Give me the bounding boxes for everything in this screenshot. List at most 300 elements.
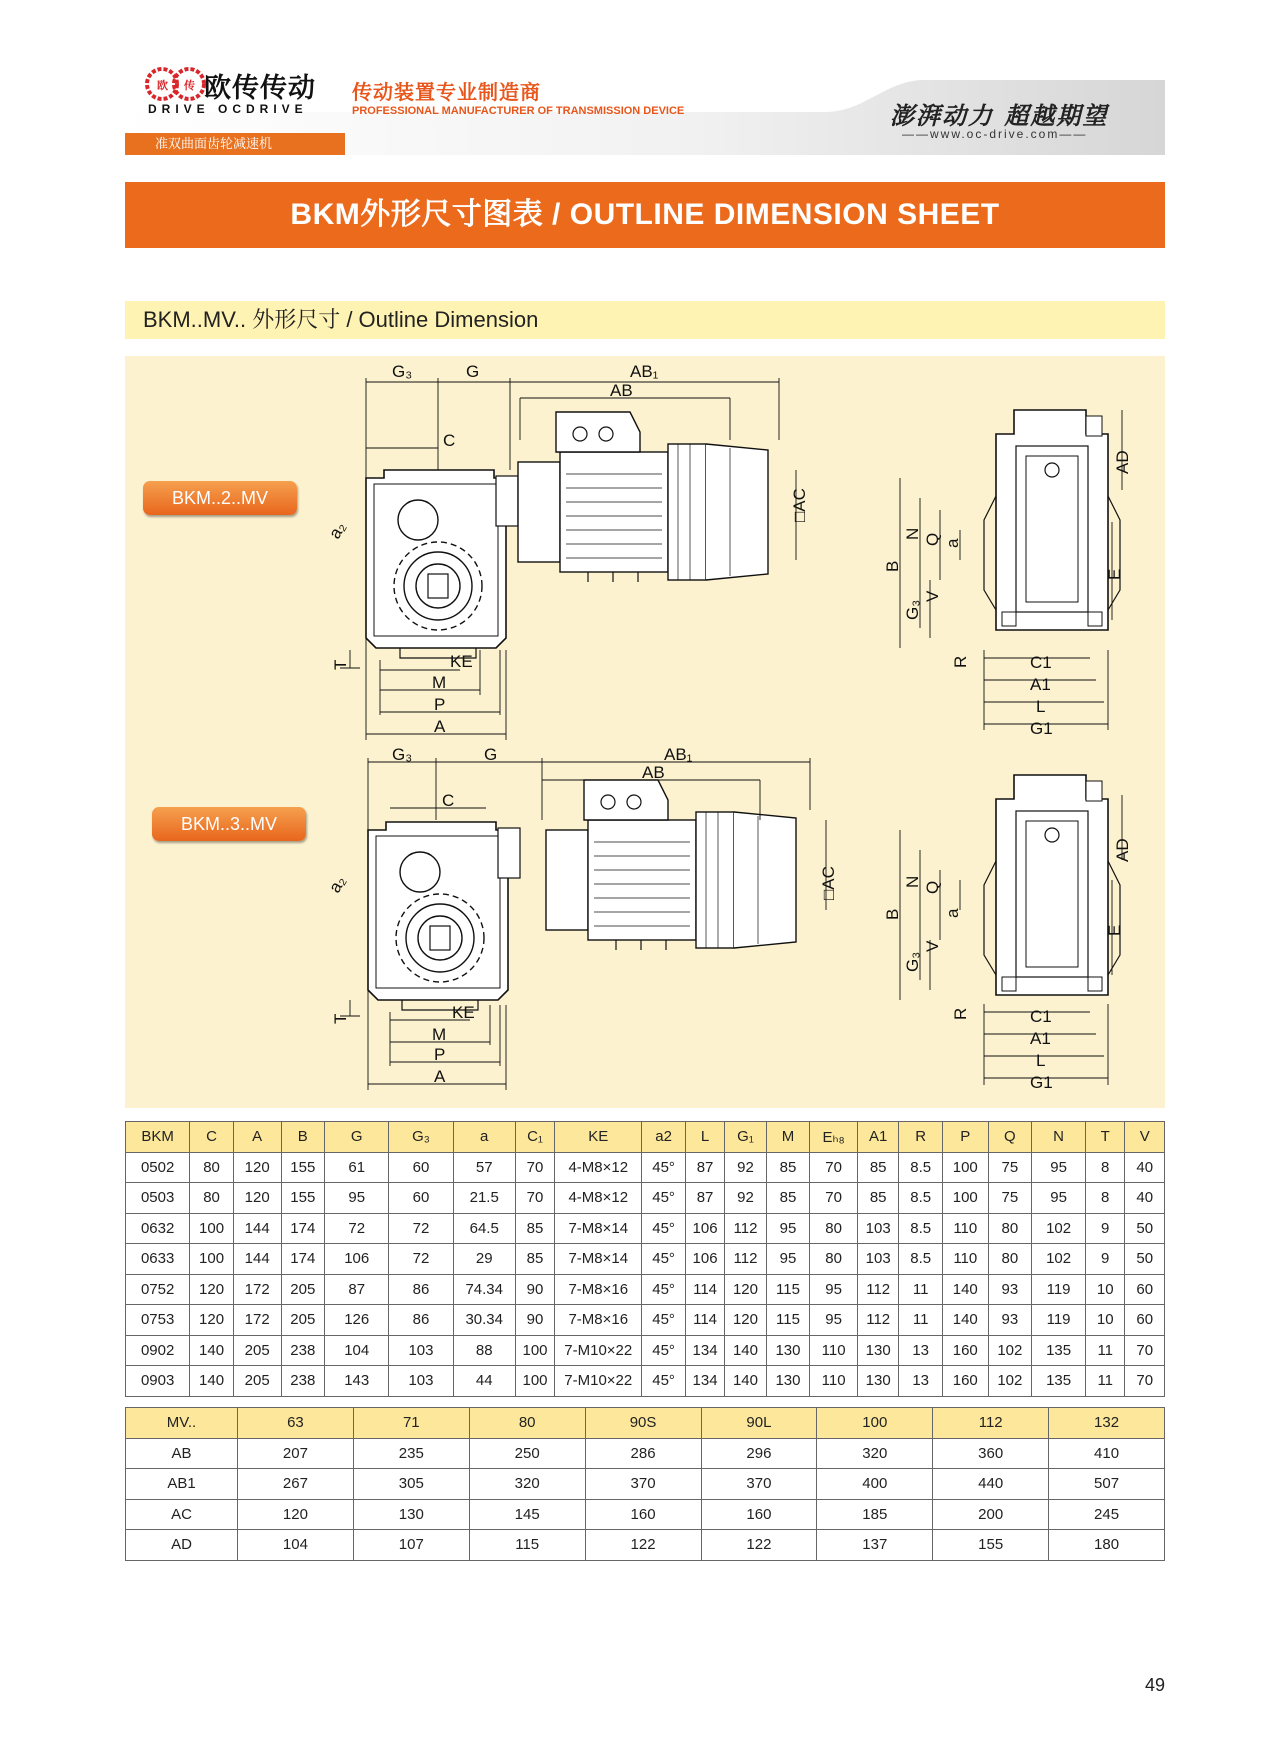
bkm-table-cell: 102 [1032, 1213, 1086, 1244]
bkm-table-cell: 100 [190, 1244, 234, 1275]
page-number: 49 [1145, 1675, 1166, 1695]
bkm-table-cell: 140 [725, 1335, 766, 1366]
dim-label-r: R [951, 655, 970, 668]
bkm-table-header-cell: C₁ [515, 1122, 554, 1153]
mv-table-cell: 122 [585, 1530, 701, 1561]
bkm-table-row [126, 1335, 1165, 1366]
bkm-table-cell: 45° [642, 1274, 686, 1305]
bkm-table-cell: 95 [1032, 1152, 1086, 1183]
bkm-table-cell: 60 [389, 1152, 453, 1183]
mv-table-cell: 185 [817, 1499, 933, 1530]
mv-table-cell: 360 [933, 1438, 1049, 1469]
bkm-table-cell: 87 [685, 1152, 724, 1183]
bkm-table-cell: 9 [1086, 1244, 1125, 1275]
bkm-table-cell: 4-M8×12 [555, 1152, 642, 1183]
mv-table-header-cell: 100 [817, 1408, 933, 1439]
bkm-table-cell: 70 [810, 1152, 858, 1183]
bkm-table-cell: 110 [942, 1244, 988, 1275]
mv-table-row [126, 1530, 1165, 1561]
dim-label-a2: a₂ [325, 872, 350, 896]
bkm-table-cell: 100 [190, 1213, 234, 1244]
bkm-table-cell: 120 [233, 1183, 281, 1214]
dim-label-c: C [443, 431, 456, 450]
mv-table-header-cell: MV.. [126, 1408, 238, 1439]
mv-table-cell: 296 [701, 1438, 817, 1469]
bkm-table-cell: 87 [325, 1274, 389, 1305]
bkm-table-cell: 40 [1125, 1152, 1165, 1183]
bkm-table-cell: 0503 [126, 1183, 190, 1214]
bkm-table-cell: 93 [988, 1305, 1032, 1336]
dim-label-l: L [1036, 1051, 1046, 1070]
bkm-table-cell: 40 [1125, 1183, 1165, 1214]
bkm-table-cell: 11 [1086, 1366, 1125, 1397]
bkm-table-cell: 50 [1125, 1213, 1165, 1244]
dim-label-g3: G₃ [392, 362, 413, 381]
bkm-table-cell: 64.5 [453, 1213, 515, 1244]
bkm-table-cell: 174 [281, 1244, 325, 1275]
dim-label-c1: C1 [1030, 1007, 1052, 1026]
bkm-table-cell: 61 [325, 1152, 389, 1183]
bkm-table-cell: 7-M8×16 [555, 1274, 642, 1305]
bkm-table-cell: 100 [515, 1366, 554, 1397]
mv-table-row [126, 1469, 1165, 1500]
dim-label-n: N [903, 527, 922, 540]
bkm-table-cell: 90 [515, 1274, 554, 1305]
bkm-table-cell: 95 [1032, 1183, 1086, 1214]
bkm-table-cell: 13 [899, 1335, 943, 1366]
dim-label-t: T [331, 1013, 350, 1024]
mv-table-cell: 320 [469, 1469, 585, 1500]
bkm-table-cell: 87 [685, 1183, 724, 1214]
bkm-table-cell: 205 [281, 1305, 325, 1336]
bkm-table-cell: 103 [389, 1366, 453, 1397]
bkm-table-cell: 95 [810, 1274, 858, 1305]
mv-table-cell: 200 [933, 1499, 1049, 1530]
bkm-table-cell: 119 [1032, 1274, 1086, 1305]
bkm-table-header-cell: Eₕ₈ [810, 1122, 858, 1153]
bkm-table-cell: 85 [766, 1152, 810, 1183]
bkm-table-row [126, 1183, 1165, 1214]
bkm-table-header-cell: G₁ [725, 1122, 766, 1153]
bkm-table-cell: 160 [942, 1366, 988, 1397]
logo-badge-right: 传 [184, 80, 195, 92]
bkm-table-cell: 120 [190, 1274, 234, 1305]
bkm-table-header-row [126, 1122, 1165, 1153]
tagline-en: PROFESSIONAL MANUFACTURER OF TRANSMISSION DEVICE [352, 105, 685, 117]
bkm-table-cell: 106 [685, 1244, 724, 1275]
bkm-table-header-cell: Q [988, 1122, 1032, 1153]
bkm-table-cell: 70 [810, 1183, 858, 1214]
mv-table-cell: 235 [353, 1438, 469, 1469]
mv-table-cell: 207 [238, 1438, 354, 1469]
bkm-table-cell: 114 [685, 1274, 724, 1305]
bkm-table-header-cell: BKM [126, 1122, 190, 1153]
bkm-table-cell: 238 [281, 1335, 325, 1366]
mv-table-header-cell: 80 [469, 1408, 585, 1439]
bkm-table-cell: 102 [988, 1335, 1032, 1366]
category-tab: 准双曲面齿轮减速机 [125, 133, 345, 155]
mv-table-cell: 507 [1049, 1469, 1165, 1500]
mv-table-cell: 180 [1049, 1530, 1165, 1561]
website-url: www.oc-drive.com [930, 127, 1060, 141]
mv-table-header-cell: 90S [585, 1408, 701, 1439]
bkm-table-cell: 95 [810, 1305, 858, 1336]
dim-label-ac: □AC [790, 488, 809, 522]
bkm-table-cell: 100 [942, 1183, 988, 1214]
bkm-table-header-cell: R [899, 1122, 943, 1153]
bkm-table-header-cell: B [281, 1122, 325, 1153]
bkm-table-cell: 144 [233, 1244, 281, 1275]
bkm-table-cell: 103 [857, 1244, 898, 1275]
bkm-table-cell: 85 [857, 1183, 898, 1214]
bkm-table-cell: 0632 [126, 1213, 190, 1244]
bkm-table-cell: 0902 [126, 1335, 190, 1366]
bkm-table-cell: 135 [1032, 1366, 1086, 1397]
bkm-table-cell: 160 [942, 1335, 988, 1366]
bkm-table-cell: 80 [810, 1244, 858, 1275]
bkm-table-header-cell: V [1125, 1122, 1165, 1153]
bkm-table-cell: 238 [281, 1366, 325, 1397]
mv-table-cell: 320 [817, 1438, 933, 1469]
bkm-table-cell: 72 [389, 1244, 453, 1275]
bkm-table-cell: 75 [988, 1183, 1032, 1214]
bkm-table-cell: 130 [766, 1335, 810, 1366]
dim-label-r: R [951, 1007, 970, 1020]
dim-label-l: L [1036, 697, 1046, 716]
mv-table-cell: 160 [701, 1499, 817, 1530]
logo-cn: 欧传传动 [204, 73, 316, 103]
mv-table-cell: 145 [469, 1499, 585, 1530]
bkm-table-header-cell: A1 [857, 1122, 898, 1153]
bkm-table-cell: 140 [942, 1305, 988, 1336]
bkm-table-cell: 21.5 [453, 1183, 515, 1214]
bkm-table-cell: 90 [515, 1305, 554, 1336]
website: ——www.oc-drive.com—— [902, 127, 1088, 141]
bkm-table-cell: 88 [453, 1335, 515, 1366]
dim-label-ke: KE [450, 652, 473, 671]
bkm-table-header-cell: a2 [642, 1122, 686, 1153]
mv-table-cell: 286 [585, 1438, 701, 1469]
bkm-table-cell: 144 [233, 1213, 281, 1244]
dim-label-v: V [923, 590, 942, 602]
bkm-table-cell: 57 [453, 1152, 515, 1183]
bkm-table-cell: 45° [642, 1366, 686, 1397]
bkm-table-cell: 44 [453, 1366, 515, 1397]
bkm-table-cell: 120 [190, 1305, 234, 1336]
bkm-table-cell: 130 [857, 1366, 898, 1397]
bkm-table-cell: 85 [857, 1152, 898, 1183]
bkm-table-cell: 112 [725, 1213, 766, 1244]
dim-label-ab1: AB₁ [664, 745, 693, 764]
bkm-table-cell: 174 [281, 1213, 325, 1244]
bkm-table-cell: 134 [685, 1335, 724, 1366]
dim-label-ab1: AB₁ [630, 362, 659, 381]
bkm-table-cell: 102 [988, 1366, 1032, 1397]
bkm-table-cell: 80 [190, 1152, 234, 1183]
bkm-table-cell: 8.5 [899, 1213, 943, 1244]
dim-label-c: C [442, 791, 455, 810]
logo-en: DRIVE OCDRIVE [148, 102, 308, 116]
mv-table-header-cell: 132 [1049, 1408, 1165, 1439]
bkm-table-cell: 205 [233, 1366, 281, 1397]
bkm-table-cell: 92 [725, 1183, 766, 1214]
bkm-table-cell: 120 [233, 1152, 281, 1183]
bkm-table-cell: 126 [325, 1305, 389, 1336]
mv-table-cell: 155 [933, 1530, 1049, 1561]
mv-table-cell: 122 [701, 1530, 817, 1561]
bkm-table-cell: 80 [810, 1213, 858, 1244]
model-tag-bkm-3-mv: BKM..3..MV [152, 807, 306, 841]
dim-label-g3-side: G₃ [903, 951, 922, 972]
mv-table-cell: AB1 [126, 1469, 238, 1500]
mv-table-cell: 120 [238, 1499, 354, 1530]
bkm-table-cell: 115 [766, 1305, 810, 1336]
page-title: BKM外形尺寸图表 / OUTLINE DIMENSION SHEET [125, 182, 1165, 248]
mv-table-cell: 305 [353, 1469, 469, 1500]
bkm-table-cell: 7-M8×16 [555, 1305, 642, 1336]
bkm-table-cell: 104 [325, 1335, 389, 1366]
dim-label-a: A [434, 717, 446, 736]
dim-label-t: T [331, 659, 350, 670]
dim-label-ab: AB [642, 763, 665, 782]
bkm-table-cell: 80 [190, 1183, 234, 1214]
bkm-table-row [126, 1213, 1165, 1244]
bkm-table-cell: 29 [453, 1244, 515, 1275]
bkm-table-cell: 11 [899, 1274, 943, 1305]
bkm-table-cell: 8.5 [899, 1183, 943, 1214]
mv-table-cell: 137 [817, 1530, 933, 1561]
mv-table-header-cell: 112 [933, 1408, 1049, 1439]
bkm-table-cell: 100 [942, 1152, 988, 1183]
bkm-table-cell: 103 [857, 1213, 898, 1244]
bkm-table-cell: 100 [515, 1335, 554, 1366]
mv-table-cell: 107 [353, 1530, 469, 1561]
bkm-table-cell: 75 [988, 1152, 1032, 1183]
bkm-table-cell: 114 [685, 1305, 724, 1336]
bkm-table-cell: 85 [515, 1244, 554, 1275]
bkm-table-header-cell: A [233, 1122, 281, 1153]
bkm-table-cell: 11 [899, 1305, 943, 1336]
dim-label-b: B [883, 560, 902, 572]
bkm-table-cell: 72 [389, 1213, 453, 1244]
bkm-table-cell: 143 [325, 1366, 389, 1397]
bkm-table-cell: 112 [857, 1305, 898, 1336]
bkm-table-cell: 45° [642, 1213, 686, 1244]
bkm-table-cell: 115 [766, 1274, 810, 1305]
mv-table-cell: 115 [469, 1530, 585, 1561]
bkm-table-cell: 7-M10×22 [555, 1335, 642, 1366]
bkm-table-cell: 102 [1032, 1244, 1086, 1275]
bkm-table-cell: 30.34 [453, 1305, 515, 1336]
bkm-table-cell: 8.5 [899, 1244, 943, 1275]
bkm-table-cell: 93 [988, 1274, 1032, 1305]
mv-table-cell: 370 [701, 1469, 817, 1500]
bkm-table-cell: 7-M8×14 [555, 1213, 642, 1244]
mv-table-row [126, 1499, 1165, 1530]
bkm-table-cell: 0502 [126, 1152, 190, 1183]
bkm-table-cell: 205 [233, 1335, 281, 1366]
bkm-dimension-table [125, 1121, 1165, 1397]
bkm-table-cell: 95 [766, 1244, 810, 1275]
bkm-table-header-cell: M [766, 1122, 810, 1153]
bkm-table-cell: 106 [325, 1244, 389, 1275]
mv-table-cell: AB [126, 1438, 238, 1469]
bkm-table-cell: 0753 [126, 1305, 190, 1336]
mv-table-header-cell: 71 [353, 1408, 469, 1439]
mv-table-cell: AD [126, 1530, 238, 1561]
bkm-table-cell: 103 [389, 1335, 453, 1366]
bkm-table-header-cell: a [453, 1122, 515, 1153]
bkm-table-cell: 130 [857, 1335, 898, 1366]
dim-label-n: N [903, 875, 922, 888]
dim-label-g1: G1 [1030, 1073, 1053, 1092]
bkm-table-cell: 8 [1086, 1183, 1125, 1214]
bkm-table-cell: 106 [685, 1213, 724, 1244]
bkm-table-cell: 119 [1032, 1305, 1086, 1336]
bkm-table-cell: 205 [281, 1274, 325, 1305]
mv-table-cell: 410 [1049, 1438, 1165, 1469]
dim-label-a: A [434, 1067, 446, 1086]
bkm-table-cell: 92 [725, 1152, 766, 1183]
bkm-table-cell: 155 [281, 1183, 325, 1214]
bkm-table-cell: 45° [642, 1335, 686, 1366]
bkm-table-cell: 112 [857, 1274, 898, 1305]
dim-label-a-small: a [943, 908, 962, 918]
mv-table-cell: 400 [817, 1469, 933, 1500]
mv-table-cell: 160 [585, 1499, 701, 1530]
bkm-table-cell: 95 [325, 1183, 389, 1214]
bkm-table-cell: 110 [942, 1213, 988, 1244]
bkm-table-cell: 9 [1086, 1213, 1125, 1244]
bkm-table-cell: 110 [810, 1335, 858, 1366]
slogan: 澎湃动力 超越期望 [890, 101, 1109, 130]
dim-label-e: E [1105, 568, 1124, 580]
bkm-table-cell: 13 [899, 1366, 943, 1397]
bkm-table-cell: 86 [389, 1274, 453, 1305]
bkm-table-header-cell: T [1086, 1122, 1125, 1153]
bkm-table-cell: 110 [810, 1366, 858, 1397]
mv-table-cell: AC [126, 1499, 238, 1530]
bkm-table-cell: 172 [233, 1274, 281, 1305]
mv-table-cell: 267 [238, 1469, 354, 1500]
bkm-table-cell: 4-M8×12 [555, 1183, 642, 1214]
bkm-table-cell: 95 [766, 1213, 810, 1244]
bkm-table-cell: 135 [1032, 1335, 1086, 1366]
bkm-table-header-cell: C [190, 1122, 234, 1153]
bkm-table-cell: 134 [685, 1366, 724, 1397]
bkm-table-cell: 11 [1086, 1335, 1125, 1366]
bkm-table-cell: 140 [190, 1366, 234, 1397]
logo-badge-left: 欧 [157, 80, 168, 92]
bkm-table-cell: 140 [725, 1366, 766, 1397]
bkm-table-cell: 80 [988, 1244, 1032, 1275]
dim-label-g1: G1 [1030, 719, 1053, 738]
bkm-table-cell: 45° [642, 1244, 686, 1275]
bkm-table-cell: 10 [1086, 1305, 1125, 1336]
bkm-table-cell: 140 [190, 1335, 234, 1366]
dim-label-g3-side: G₃ [903, 599, 922, 620]
bkm-table-cell: 80 [988, 1213, 1032, 1244]
dim-label-ab: AB [610, 381, 633, 400]
dim-label-a1: A1 [1030, 1029, 1051, 1048]
bkm-table-cell: 70 [515, 1152, 554, 1183]
bkm-table-header-cell: P [942, 1122, 988, 1153]
bkm-table-cell: 120 [725, 1305, 766, 1336]
dim-label-a1: A1 [1030, 675, 1051, 694]
dim-label-c1: C1 [1030, 653, 1052, 672]
bkm-table-cell: 8.5 [899, 1152, 943, 1183]
bkm-table-cell: 45° [642, 1183, 686, 1214]
dim-label-m: M [432, 1025, 447, 1044]
bkm-table-header-cell: N [1032, 1122, 1086, 1153]
bkm-table-row [126, 1244, 1165, 1275]
bkm-table-header-cell: KE [555, 1122, 642, 1153]
dim-label-q: Q [923, 880, 942, 894]
bkm-table-cell: 155 [281, 1152, 325, 1183]
bkm-table-cell: 112 [725, 1244, 766, 1275]
dim-label-ad: AD [1113, 450, 1132, 474]
dim-label-g: G [484, 745, 498, 764]
bkm-table-cell: 70 [1125, 1366, 1165, 1397]
mv-table-cell: 440 [933, 1469, 1049, 1500]
dim-label-b: B [883, 908, 902, 920]
bkm-table-header-cell: G [325, 1122, 389, 1153]
bkm-table-cell: 85 [515, 1213, 554, 1244]
bkm-table-cell: 74.34 [453, 1274, 515, 1305]
bkm-table-cell: 7-M10×22 [555, 1366, 642, 1397]
mv-table-cell: 250 [469, 1438, 585, 1469]
bkm-table-cell: 50 [1125, 1244, 1165, 1275]
mv-motor-table [125, 1407, 1165, 1561]
bkm-table-cell: 60 [389, 1183, 453, 1214]
mv-table-cell: 245 [1049, 1499, 1165, 1530]
bkm-table-cell: 0903 [126, 1366, 190, 1397]
mv-table-cell: 130 [353, 1499, 469, 1530]
mv-table-header-row [126, 1408, 1165, 1439]
bkm-table-cell: 60 [1125, 1305, 1165, 1336]
bkm-table-cell: 70 [1125, 1335, 1165, 1366]
bkm-table-cell: 60 [1125, 1274, 1165, 1305]
model-tag-bkm-2-mv: BKM..2..MV [143, 481, 297, 515]
dim-label-a-small: a [943, 538, 962, 548]
dim-label-g3: G₃ [392, 745, 413, 764]
bkm-table-cell: 130 [766, 1366, 810, 1397]
bkm-table-cell: 10 [1086, 1274, 1125, 1305]
bkm-table-cell: 7-M8×14 [555, 1244, 642, 1275]
bkm-table-cell: 70 [515, 1183, 554, 1214]
dim-label-m: M [432, 673, 447, 692]
bkm-table-cell: 140 [942, 1274, 988, 1305]
dim-label-v: V [923, 940, 942, 952]
bkm-table-cell: 72 [325, 1213, 389, 1244]
dim-label-ke: KE [452, 1003, 475, 1022]
dim-label-q: Q [923, 532, 942, 546]
tagline-cn: 传动装置专业制造商 [352, 82, 541, 104]
bkm-table-cell: 120 [725, 1274, 766, 1305]
mv-table-header-cell: 90L [701, 1408, 817, 1439]
section-subtitle: BKM..MV.. 外形尺寸 / Outline Dimension [125, 301, 1165, 339]
dim-label-p: P [434, 695, 446, 714]
bkm-table-cell: 0752 [126, 1274, 190, 1305]
bkm-table-row [126, 1274, 1165, 1305]
mv-table-row [126, 1438, 1165, 1469]
mv-table-header-cell: 63 [238, 1408, 354, 1439]
bkm-table-cell: 45° [642, 1152, 686, 1183]
dim-label-p: P [434, 1045, 446, 1064]
bkm-table-row [126, 1152, 1165, 1183]
bkm-table-row [126, 1305, 1165, 1336]
dim-label-a2: a₂ [325, 518, 350, 542]
